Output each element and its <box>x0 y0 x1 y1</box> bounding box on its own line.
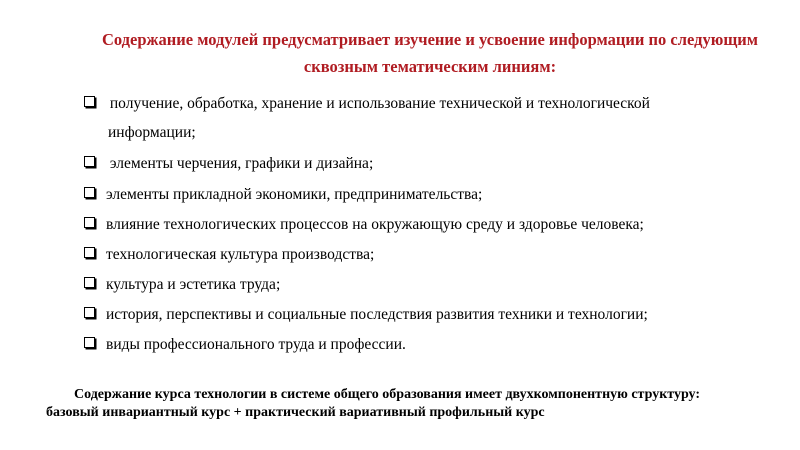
list-item-text: получение, обработка, хранение и использование технической и технологической <box>106 95 650 112</box>
heading-line-1: Содержание модулей предусматривает изучение и усвоение информации по следующим <box>101 30 758 49</box>
heading-line-2: сквозным тематическим линиям: <box>303 57 557 76</box>
checkbox-bullet-icon <box>84 217 95 228</box>
list-item-text: культура и эстетика труда; <box>106 276 281 293</box>
checkbox-bullet-icon <box>84 307 95 318</box>
list-item-text: влияние технологических процессов на окружающую среду и здоровье человека; <box>106 216 644 233</box>
list-item <box>84 246 374 264</box>
list-item <box>84 306 648 324</box>
checkbox-bullet-icon <box>84 96 95 107</box>
list-item <box>84 95 650 113</box>
list-item-text: виды профессионального труда и профессии. <box>106 336 406 353</box>
list-item <box>84 216 644 234</box>
checkbox-bullet-icon <box>84 187 95 198</box>
footer-line-2: базовый инвариантный курс + практический вариативный профильный курс <box>46 405 545 420</box>
list-item-text: элементы черчения, графики и дизайна; <box>106 155 374 172</box>
list-item <box>84 336 406 354</box>
list-item <box>84 276 280 294</box>
checkbox-bullet-icon <box>84 156 95 167</box>
list-item-continuation: информации; <box>108 124 196 141</box>
list-item-text: элементы прикладной экономики, предпринимательства; <box>106 186 483 203</box>
checkbox-bullet-icon <box>84 337 95 348</box>
list-item-text: технологическая культура производства; <box>106 246 375 263</box>
footer-line-1: Содержание курса технологии в системе общего образования имеет двухкомпонентную структуру: <box>74 387 701 402</box>
list-item <box>84 155 373 173</box>
checkbox-bullet-icon <box>84 247 95 258</box>
list-item-text: история, перспективы и социальные последствия развития техники и технологии; <box>106 306 648 323</box>
checkbox-bullet-icon <box>84 277 95 288</box>
list-item <box>84 186 482 204</box>
